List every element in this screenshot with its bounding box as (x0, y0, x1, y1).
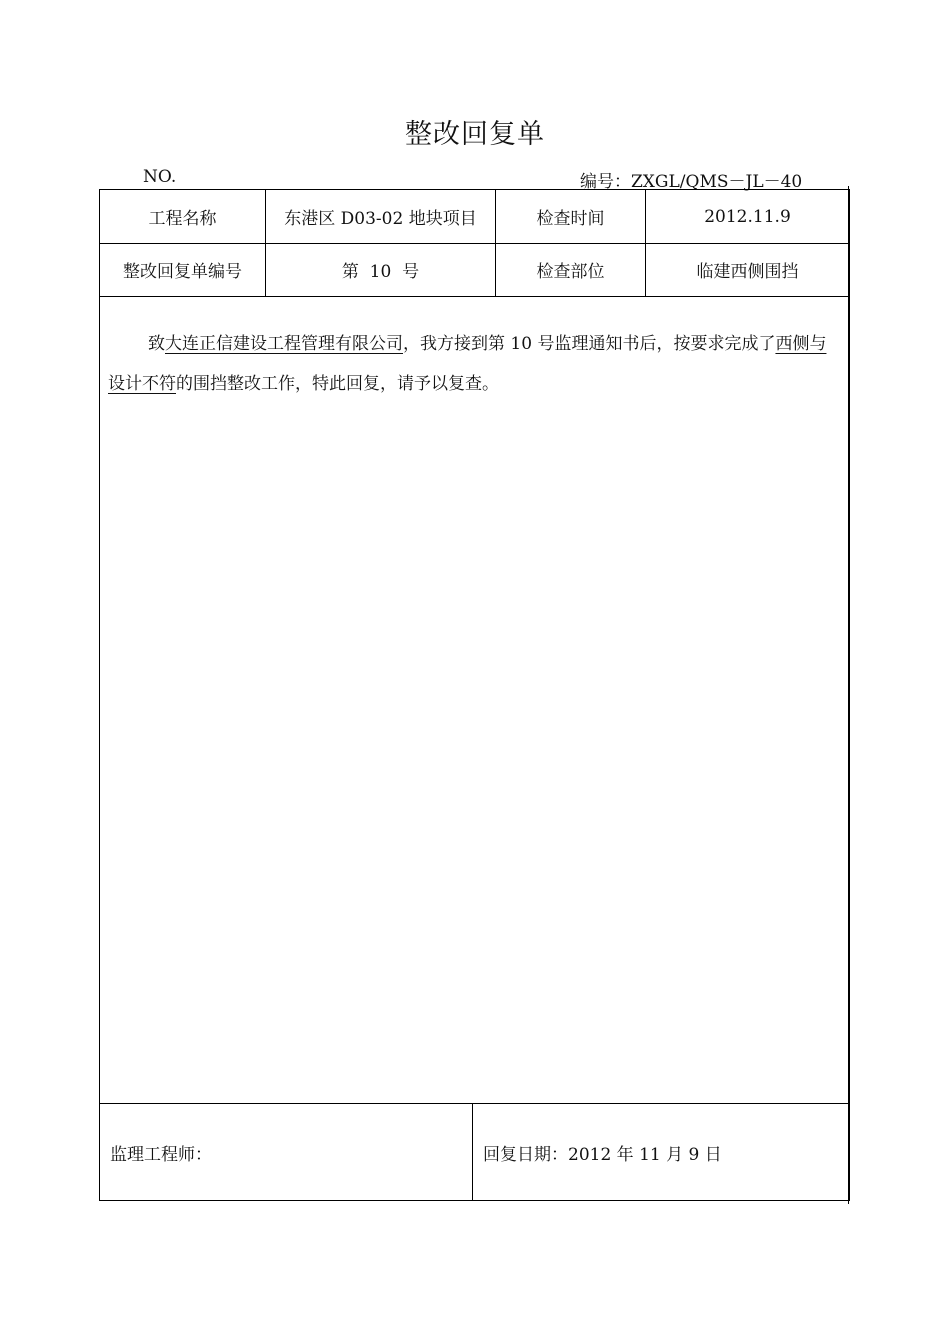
inspection-location-value: 临建西侧围挡 (696, 262, 799, 282)
signature-section (100, 1103, 849, 1201)
engineer-cell (100, 1104, 473, 1201)
table-row (100, 243, 849, 297)
rectified-item: 西侧与设计不符 (108, 334, 827, 394)
body-prefix: 致 (148, 334, 165, 354)
document-title: 整改回复单 (405, 119, 545, 150)
recipient-company: 大连正信建设工程管理有限公司 (165, 334, 403, 354)
reply-date-cell (473, 1104, 849, 1201)
project-name-label: 工程名称 (100, 190, 266, 243)
inspection-time-label: 检查时间 (496, 190, 646, 243)
inspection-location-label: 检查部位 (496, 243, 646, 296)
reply-number-label: 整改回复单编号 (100, 243, 266, 296)
reply-body (108, 324, 840, 404)
number-label: NO. (143, 167, 177, 187)
body-middle: ，我方接到第 10 号监理通知书后，按要求完成了 (403, 334, 776, 354)
inspection-time-value: 2012.11.9 (704, 206, 791, 227)
project-name-value: 东港区 D03-02 地块项目 (266, 190, 496, 243)
form-code: 编号：ZXGL/QMS－JL－40 (580, 172, 803, 192)
engineer-label: 监理工程师： (110, 1145, 212, 1165)
reply-number-value: 第 10 号 (266, 243, 496, 296)
table-row (100, 190, 849, 244)
body-suffix: 的围挡整改工作，特此回复，请予以复查。 (176, 374, 499, 394)
form-table (99, 189, 850, 1201)
reply-date: 回复日期：2012 年 11 月 9 日 (483, 1145, 722, 1165)
